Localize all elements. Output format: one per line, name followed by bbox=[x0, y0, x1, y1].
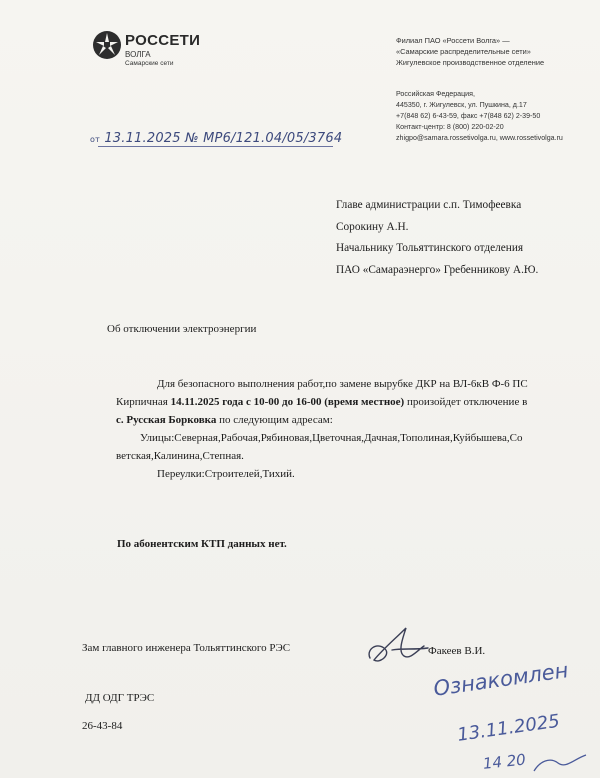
streets-line: ветская,Калинина,Степная. bbox=[116, 450, 244, 462]
registration-text: 13.11.2025 № МР6/121.04/05/3764 bbox=[104, 131, 343, 146]
contact-line: Контакт-центр: 8 (800) 220-02-20 bbox=[396, 123, 504, 131]
registration-number bbox=[90, 131, 342, 146]
outage-datetime: 14.11.2025 года с 10-00 до 16-00 (время местное) bbox=[170, 396, 405, 408]
body-line bbox=[116, 393, 578, 411]
ack-scribble-icon bbox=[530, 747, 590, 778]
registration-underline bbox=[98, 146, 333, 147]
org-header bbox=[396, 35, 544, 68]
contact-line: Российская Федерация, bbox=[396, 90, 475, 98]
contact-line: +7(848 62) 6-43-59, факс +7(848 62) 2-39-50 bbox=[396, 112, 541, 120]
addressee-line: Сорокину А.Н. bbox=[336, 220, 409, 233]
addressee-block bbox=[336, 195, 538, 281]
letter-subject: Об отключении электроэнергии bbox=[107, 323, 257, 335]
addressee-line: Главе администрации с.п. Тимофеевка bbox=[336, 199, 522, 211]
logo-subtitle-2: Самарские сети bbox=[125, 60, 174, 67]
org-contacts bbox=[396, 89, 563, 144]
body-line bbox=[116, 411, 578, 429]
rosseti-logo-icon bbox=[92, 30, 122, 60]
company-logo bbox=[92, 30, 202, 70]
contact-line: zhigpo@samara.rossetivolga.ru, www.rossetivolga.ru bbox=[396, 134, 563, 142]
body-text: по следующим адресам: bbox=[216, 414, 333, 426]
signature-icon bbox=[362, 620, 432, 670]
registration-prefix: от bbox=[90, 135, 100, 144]
addressee-line: ПАО «Самараэнерго» Гребенникову А.Ю. bbox=[336, 263, 539, 276]
addressee-line: Начальнику Тольяттинского отделения bbox=[336, 242, 524, 254]
phone-number: 26-43-84 bbox=[82, 720, 123, 732]
contact-line: 445350, г. Жигулевск, ул. Пушкина, д.17 bbox=[396, 101, 527, 109]
body-text: произойдет отключение в bbox=[404, 396, 528, 408]
ack-date: 13.11.2025 bbox=[456, 710, 561, 746]
letter-body bbox=[116, 375, 578, 483]
no-data-note: По абонентским КТП данных нет. bbox=[117, 538, 287, 550]
signer-title: Зам главного инженера Тольяттинского РЭС bbox=[82, 642, 291, 654]
streets-line: Улицы:Северная,Рабочая,Рябиновая,Цветочная,Дачная,Тополиная,Куйбышева,Со bbox=[140, 432, 523, 444]
department: ДД ОДГ ТРЭС bbox=[85, 692, 155, 704]
org-line: Жигулевское производственное отделение bbox=[396, 58, 545, 67]
org-line: «Самарские распределительные сети» bbox=[396, 47, 531, 56]
signer-name: Факеев В.И. bbox=[428, 645, 486, 657]
body-line: Для безопасного выполнения работ,по замене вырубке ДКР на ВЛ-6кВ Ф-6 ПС bbox=[157, 378, 528, 390]
outage-location: с. Русская Борковка bbox=[116, 414, 217, 426]
ack-time: 14 20 bbox=[482, 750, 527, 773]
logo-subtitle: ВОЛГА bbox=[125, 50, 151, 59]
org-line: Филиал ПАО «Россети Волга» — bbox=[396, 36, 510, 45]
logo-name: РОССЕТИ bbox=[125, 32, 201, 49]
acknowledgement-note bbox=[430, 655, 600, 778]
ack-word: Ознакомлен bbox=[432, 658, 570, 701]
body-text: Кирпичная bbox=[116, 396, 171, 408]
lanes-line: Переулки:Строителей,Тихий. bbox=[157, 468, 295, 480]
